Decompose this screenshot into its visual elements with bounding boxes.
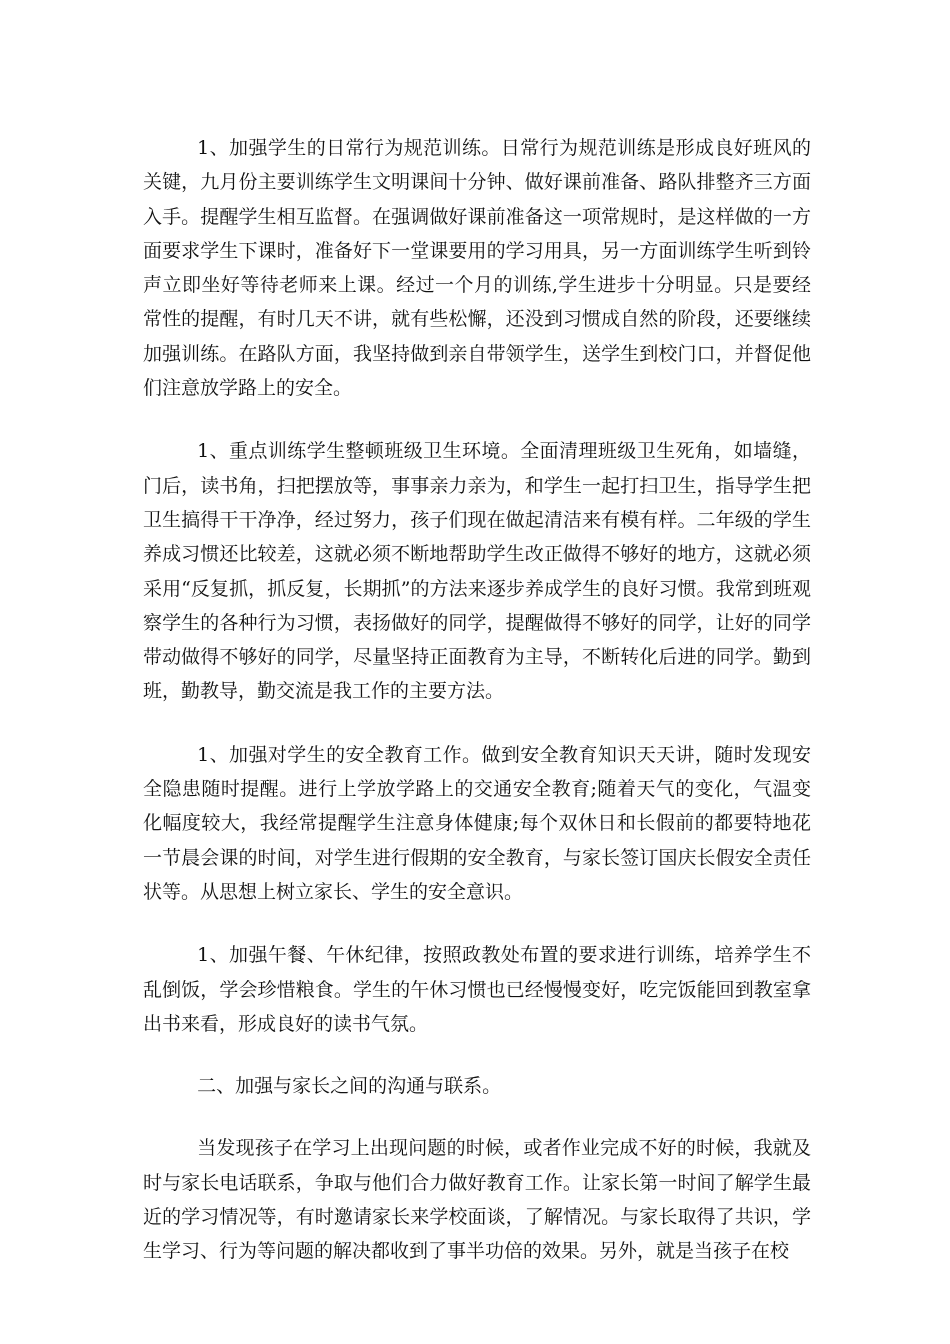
paragraph-safety-education: 1、加强对学生的安全教育工作。做到安全教育知识天天讲，随时发现安全隐患随时提醒。进行上学放学路上的交通安全教育;随着天气的变化，气温变化幅度较大，我经常提醒学生注意身体健康;每个双休日和长假前的都要特地花一节晨会课的时间，对学生进行假期的安全教育，与家长签订国庆长假安全责任状等。从思想上树立家长、学生的安全意识。 — [143, 743, 811, 903]
document-body — [143, 131, 811, 1269]
section-heading-parent-communication: 二、加强与家长之间的沟通与联系。 — [197, 1075, 502, 1098]
paragraph-behavior-training: 1、加强学生的日常行为规范训练。日常行为规范训练是形成良好班风的关键，九月份主要训练学生文明课间十分钟、做好课前准备、路队排整齐三方面入手。提醒学生相互监督。在强调做好课前准备这一项常规时，是这样做的一方面要求学生下课时，准备好下一堂课要用的学习用具，另一方面训练学生听到铃声立即坐好等待老师来上课。经过一个月的训练,学生进步十分明显。只是要经常性的提醒，有时几天不讲，就有些松懈，还没到习惯成自然的阶段，还要继续加强训练。在路队方面，我坚持做到亲自带领学生，送学生到校门口，并督促他们注意放学路上的安全。 — [143, 137, 811, 400]
paragraph-parent-contact: 当发现孩子在学习上出现问题的时候，或者作业完成不好的时候，我就及时与家长电话联系，争取与他们合力做好教育工作。让家长第一时间了解学生最近的学习情况等，有时邀请家长来学校面谈，了解情况。与家长取得了共识，学生学习、行为等问题的解决都收到了事半功倍的效果。另外，就是当孩子在校 — [143, 1137, 811, 1263]
paragraph-lunch-discipline: 1、加强午餐、午休纪律，按照政教处布置的要求进行训练，培养学生不乱倒饭，学会珍惜粮食。学生的午休习惯也已经慢慢变好，吃完饭能回到教室拿出书来看，形成良好的读书气氛。 — [143, 944, 811, 1035]
paragraph-hygiene-training: 1、重点训练学生整顿班级卫生环境。全面清理班级卫生死角，如墙缝，门后，读书角，扫把摆放等，事事亲力亲为，和学生一起打扫卫生，指导学生把卫生搞得干干净净，经过努力，孩子们现在做起清洁来有模有样。二年级的学生养成习惯还比较差，这就必须不断地帮助学生改正做得不够好的地方，这就必须采用“反复抓，抓反复，长期抓”的方法来逐步养成学生的良好习惯。我常到班观察学生的各种行为习惯，表扬做好的同学，提醒做得不够好的同学，让好的同学带动做得不够好的同学，尽量坚持正面教育为主导，不断转化后进的同学。勤到班，勤教导，勤交流是我工作的主要方法。 — [143, 440, 811, 703]
